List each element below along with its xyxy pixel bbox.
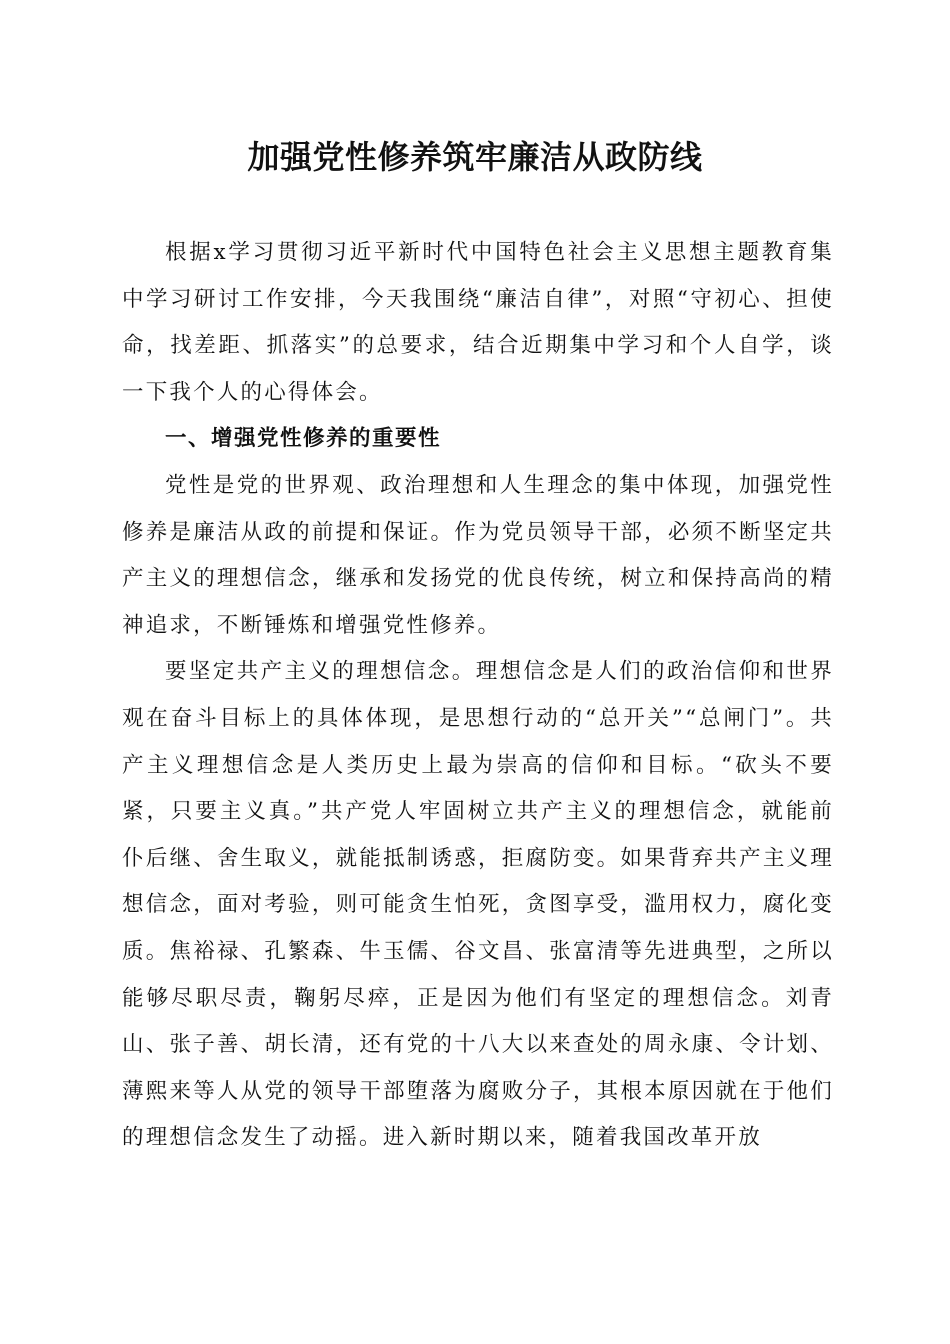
- document-body: [122, 230, 834, 1162]
- section-heading: 一、增强党性修养的重要性: [165, 426, 442, 452]
- body-paragraph: 要坚定共产主义的理想信念。理想信念是人们的政治信仰和世界观在奋斗目标上的具体体现，是思想行动的“总开关”“总闸门”。共产主义理想信念是人类历史上最为崇高的信仰和目标。“砍头不要紧，只要主义真。”共产党人牢固树立共产主义的理想信念，就能前仆后继、舍生取义，就能抵制诱惑，拒腐防变。如果背弃共产主义理想信念，面对考验，则可能贪生怕死，贪图享受，滥用权力，腐化变质。焦裕禄、孔繁森、牛玉儒、谷文昌、张富清等先进典型，之所以能够尽职尽责，鞠躬尽瘁，正是因为他们有坚定的理想信念。刘青山、张子善、胡长清，还有党的十八大以来查处的周永康、令计划、薄熙来等人从党的领导干部堕落为腐败分子，其根本原因就在于他们的理想信念发生了动摇。进入新时期以来，随着我国改革开放: [122, 659, 834, 1151]
- intro-paragraph: 根据x学习贯彻习近平新时代中国特色社会主义思想主题教育集中学习研讨工作安排，今天我围绕“廉洁自律”，对照“守初心、担使命，找差距、抓落实”的总要求，结合近期集中学习和个人自学，谈一下我个人的心得体会。: [122, 240, 834, 405]
- body-paragraph: 党性是党的世界观、政治理想和人生理念的集中体现，加强党性修养是廉洁从政的前提和保证。作为党员领导干部，必须不断坚定共产主义的理想信念，继承和发扬党的优良传统，树立和保持高尚的精神追求，不断锤炼和增强党性修养。: [122, 472, 834, 638]
- document-title: 加强党性修养筑牢廉洁从政防线: [247, 138, 703, 176]
